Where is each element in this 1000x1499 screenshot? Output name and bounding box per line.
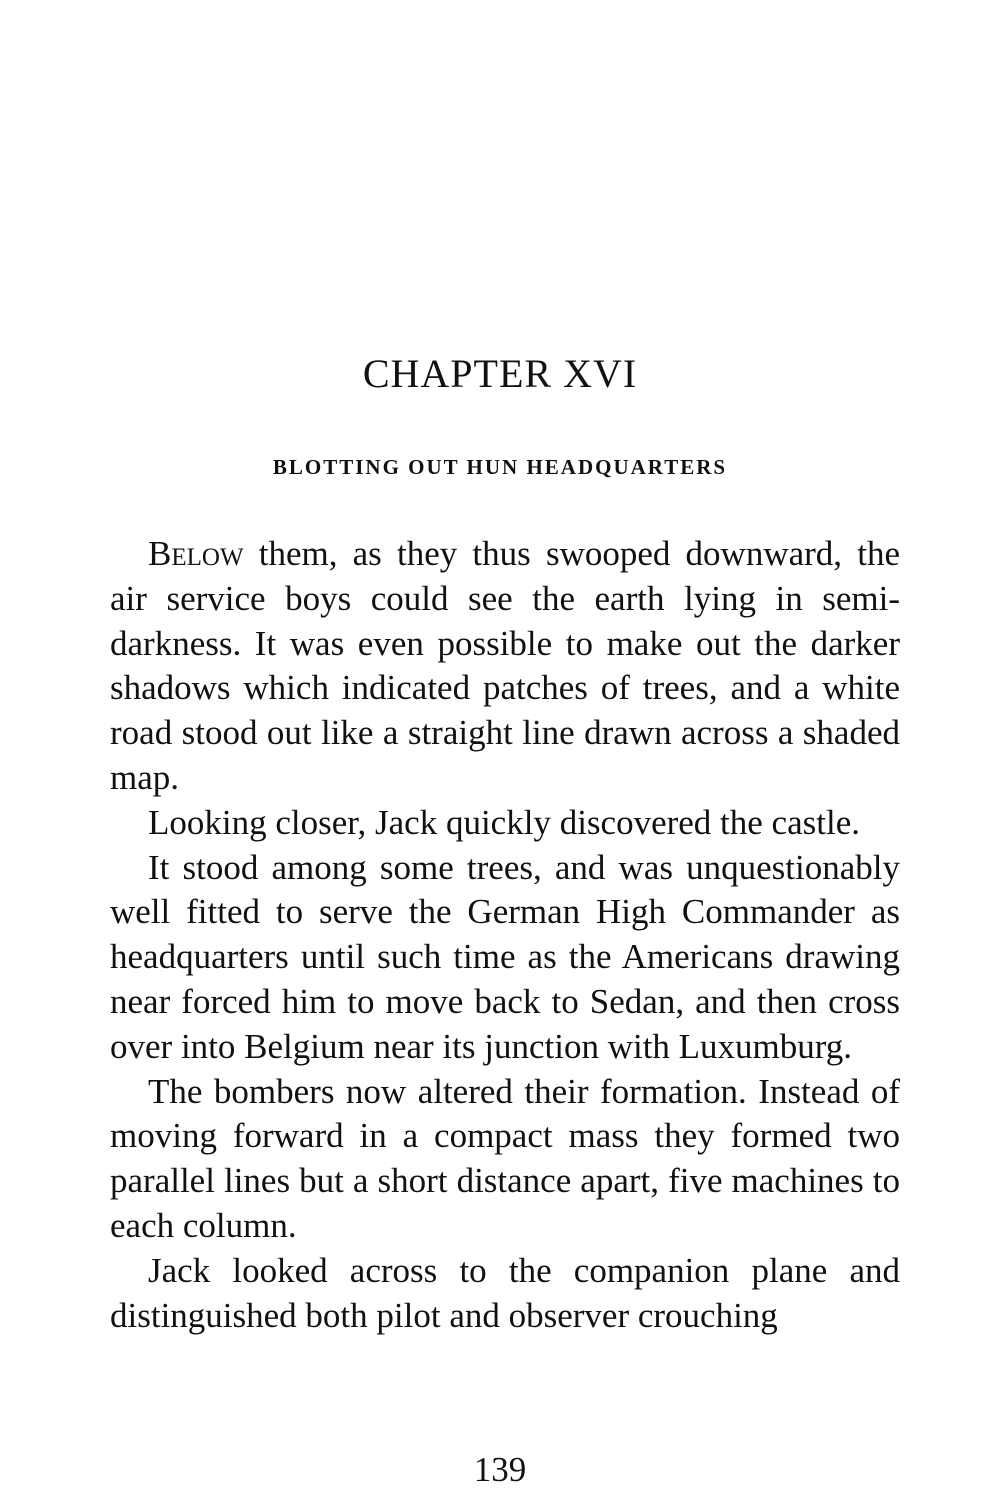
chapter-subtitle: BLOTTING OUT HUN HEADQUARTERS	[272, 455, 728, 479]
page-number: 139	[473, 1450, 527, 1489]
paragraph-5: Jack looked across to the companion plane and distinguished both pilot and observer crouching	[110, 1250, 900, 1335]
paragraph-1	[110, 532, 900, 801]
paragraph-1-lead-word: Below	[148, 534, 244, 573]
chapter-title: CHAPTER XVI	[362, 351, 638, 396]
paragraph-3: It stood among some trees, and was unquestionably well fitted to serve the German High Commander as headquarters until such time as the Americans drawing near forced him to move back to Sedan, and then cross over into Belgium near its junction with Luxumburg.	[110, 847, 900, 1066]
paragraph-2: Looking closer, Jack quickly discovered the castle.	[148, 802, 860, 842]
paragraph-1-text: them, as they thus swooped downward, the air service boys could see the earth lying in semi-darkness. It was even possible to make out the darker shadows which indicated patches of trees, and a white road stood out like a straight line drawn across a shaded map.	[110, 534, 900, 797]
paragraph-4: The bombers now altered their formation. Instead of moving forward in a compact mass they formed two parallel lines but a short distance apart, five machines to each column.	[110, 1071, 900, 1245]
body-text	[110, 532, 900, 1338]
